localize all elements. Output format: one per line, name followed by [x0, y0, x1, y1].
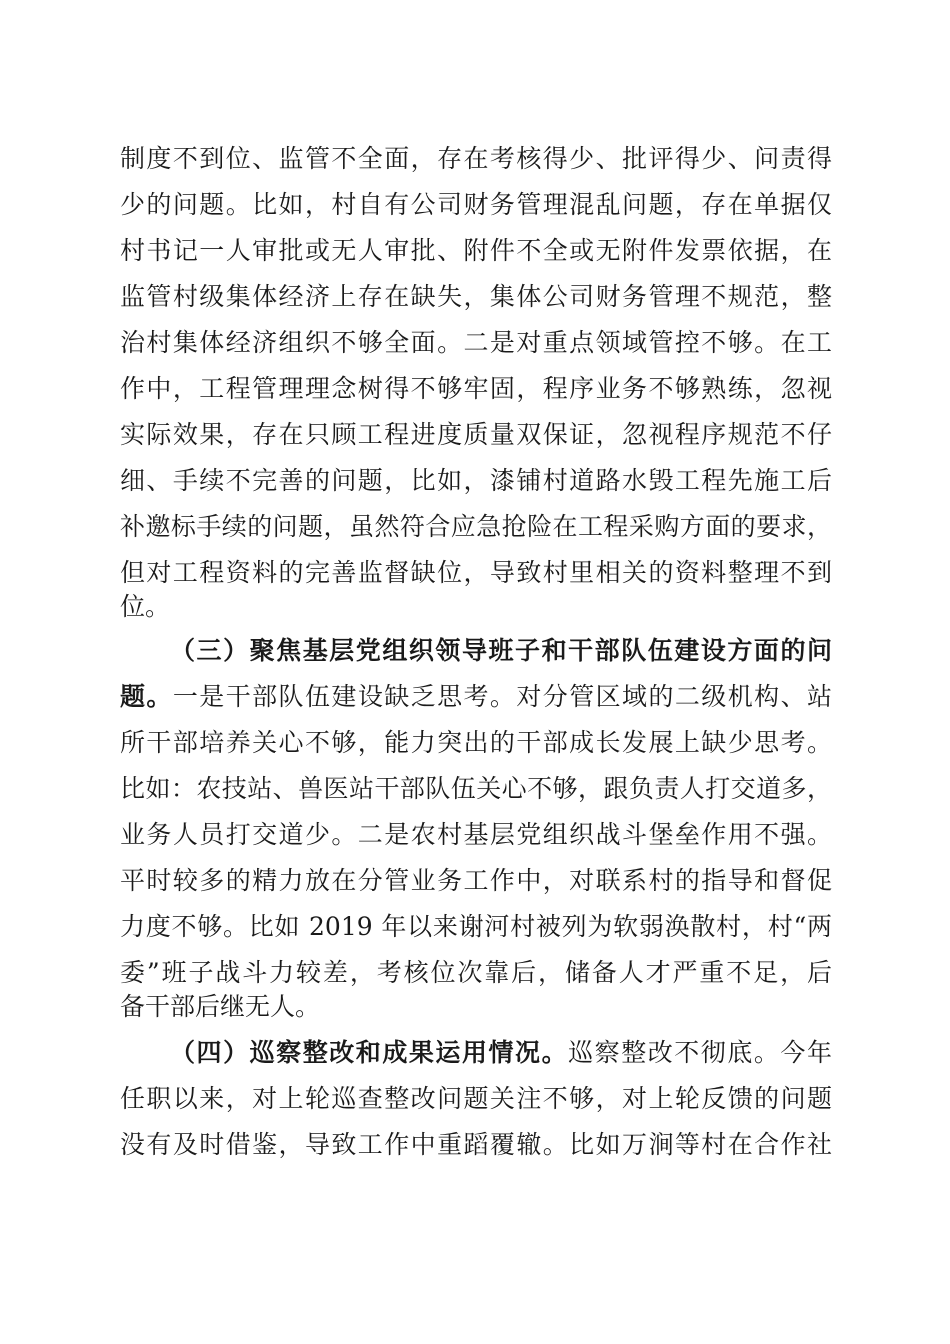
- section-3-line: 力度不够。比如 2019 年以来谢河村被列为软弱涣散村，村“两: [120, 912, 832, 941]
- section-3-line: 所干部培养关心不够，能力突出的干部成长发展上缺少思考。: [120, 728, 832, 757]
- section-4-heading-line: [170, 1031, 832, 1075]
- body-text-line: 制度不到位、监管不全面，存在考核得少、批评得少、问责得: [120, 144, 832, 173]
- body-text-line: 位。: [120, 592, 171, 621]
- body-text-line: 监管村级集体经济上存在缺失，集体公司财务管理不规范，整: [120, 282, 832, 311]
- section-4-line-text: 巡察整改不彻底。今年: [568, 1038, 832, 1067]
- section-4-line: 任职以来，对上轮巡查整改问题关注不够，对上轮反馈的问题: [120, 1084, 832, 1113]
- section-4-line: 没有及时借鉴，导致工作中重蹈覆辙。比如万涧等村在合作社: [120, 1130, 832, 1159]
- body-text-line: 少的问题。比如，村自有公司财务管理混乱问题，存在单据仅: [120, 190, 832, 219]
- section-3-line: 平时较多的精力放在分管业务工作中，对联系村的指导和督促: [120, 866, 832, 895]
- section-3-line: 业务人员打交道少。二是农村基层党组织战斗堡垒作用不强。: [120, 820, 832, 849]
- section-3-heading-end: 题。: [120, 682, 173, 711]
- body-text-line: 作中，工程管理理念树得不够牢固，程序业务不够熟练，忽视: [120, 374, 832, 403]
- body-text-line: 补邀标手续的问题，虽然符合应急抢险在工程采购方面的要求，: [120, 512, 832, 541]
- section-3-line: 比如：农技站、兽医站干部队伍关心不够，跟负责人打交道多，: [120, 774, 832, 803]
- body-text-line: 实际效果，存在只顾工程进度质量双保证，忽视程序规范不仔: [120, 420, 832, 449]
- section-3-line: 委”班子战斗力较差，考核位次靠后，储备人才严重不足，后: [120, 958, 832, 987]
- section-3-line: [120, 675, 832, 719]
- body-text-line: 治村集体经济组织不够全面。二是对重点领域管控不够。在工: [120, 328, 832, 357]
- body-text-line: 细、手续不完善的问题，比如，漆铺村道路水毁工程先施工后: [120, 466, 832, 495]
- section-3-heading: （三）聚焦基层党组织领导班子和干部队伍建设方面的问: [170, 636, 832, 665]
- section-3-line-text: 一是干部队伍建设缺乏思考。对分管区域的二级机构、站: [172, 682, 832, 711]
- section-4-heading: （四）巡察整改和成果运用情况。: [170, 1038, 569, 1067]
- body-text-line: 村书记一人审批或无人审批、附件不全或无附件发票依据，在: [120, 236, 832, 265]
- section-3-line: 备干部后继无人。: [120, 992, 321, 1021]
- body-text-line: 但对工程资料的完善监督缺位，导致村里相关的资料整理不到: [120, 558, 832, 587]
